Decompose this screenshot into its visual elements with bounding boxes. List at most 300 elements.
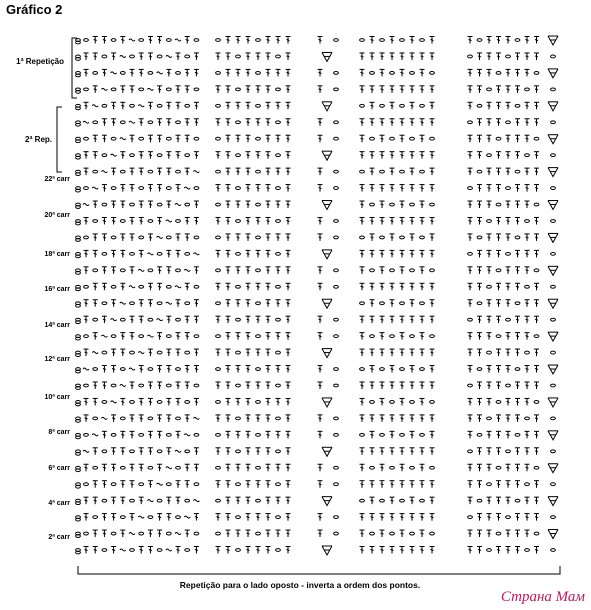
- chain-stitch: [276, 121, 281, 124]
- double-crochet-stitch: [176, 185, 181, 192]
- double-crochet-stitch: [534, 497, 539, 504]
- double-crochet-stitch: [266, 464, 271, 471]
- double-crochet-stitch: [256, 152, 261, 159]
- chain-stitch: [334, 220, 339, 223]
- chain-stitch: [390, 335, 395, 338]
- double-crochet-stitch: [286, 530, 291, 537]
- double-crochet-stitch: [420, 514, 425, 521]
- double-crochet-stitch: [430, 448, 435, 455]
- double-crochet-stitch: [534, 250, 539, 257]
- double-crochet-stitch: [370, 497, 375, 504]
- double-crochet-stitch: [496, 366, 501, 373]
- double-crochet-stitch: [176, 102, 181, 109]
- double-crochet-stitch: [286, 448, 291, 455]
- double-crochet-stitch: [276, 102, 281, 109]
- double-crochet-stitch: [246, 382, 251, 389]
- double-crochet-stitch: [111, 514, 116, 521]
- double-crochet-stitch: [276, 366, 281, 373]
- chain-stitch: [400, 104, 405, 107]
- double-crochet-stitch: [477, 53, 482, 60]
- double-crochet-stitch: [246, 102, 251, 109]
- double-crochet-stitch: [534, 349, 539, 356]
- double-crochet-stitch: [487, 201, 492, 208]
- chain-stitch: [236, 351, 241, 354]
- double-crochet-stitch: [420, 333, 425, 340]
- double-crochet-stitch: [534, 185, 539, 192]
- chain-stitch: [256, 368, 261, 371]
- double-crochet-stitch: [226, 267, 231, 274]
- chain-stitch: [76, 337, 81, 340]
- double-crochet-stitch: [487, 53, 492, 60]
- chain-stitch: [76, 173, 81, 176]
- single-crochet-stitch: [184, 516, 190, 518]
- double-crochet-stitch: [534, 547, 539, 554]
- double-crochet-stitch: [111, 497, 116, 504]
- double-crochet-stitch: [102, 431, 107, 438]
- single-crochet-stitch: [111, 72, 117, 74]
- double-crochet-stitch: [506, 267, 511, 274]
- double-crochet-stitch: [120, 152, 125, 159]
- chain-stitch: [194, 39, 199, 42]
- double-crochet-stitch: [487, 300, 492, 307]
- chain-stitch: [400, 170, 405, 173]
- double-crochet-stitch: [468, 547, 473, 554]
- chain-stitch: [534, 72, 539, 75]
- double-crochet-stitch: [380, 415, 385, 422]
- double-crochet-stitch: [216, 448, 221, 455]
- double-crochet-stitch: [111, 349, 116, 356]
- chain-stitch: [487, 483, 492, 486]
- double-crochet-stitch: [84, 497, 89, 504]
- chain-stitch: [216, 532, 221, 535]
- double-crochet-stitch: [525, 69, 530, 76]
- chain-stitch: [166, 483, 171, 486]
- double-crochet-stitch: [286, 382, 291, 389]
- double-crochet-stitch: [420, 283, 425, 290]
- double-crochet-stitch: [236, 497, 241, 504]
- double-crochet-stitch: [194, 53, 199, 60]
- chain-stitch: [236, 154, 241, 157]
- chain-stitch: [515, 170, 520, 173]
- double-crochet-stitch: [390, 382, 395, 389]
- double-crochet-stitch: [266, 366, 271, 373]
- chain-stitch: [430, 466, 435, 469]
- double-crochet-stitch: [194, 448, 199, 455]
- double-crochet-stitch: [400, 53, 405, 60]
- double-crochet-stitch: [390, 300, 395, 307]
- double-crochet-stitch: [256, 53, 261, 60]
- double-crochet-stitch: [216, 547, 221, 554]
- chain-stitch: [120, 170, 125, 173]
- double-crochet-stitch: [515, 514, 520, 521]
- chain-stitch: [76, 140, 81, 143]
- double-crochet-stitch: [84, 316, 89, 323]
- shell-stitch: [548, 135, 558, 144]
- double-crochet-stitch: [148, 300, 153, 307]
- double-crochet-stitch: [496, 415, 501, 422]
- double-crochet-stitch: [148, 37, 153, 44]
- double-crochet-stitch: [390, 119, 395, 126]
- chain-stitch: [506, 187, 511, 190]
- double-crochet-stitch: [525, 135, 530, 142]
- chain-stitch: [334, 88, 339, 91]
- single-crochet-stitch: [166, 220, 172, 222]
- double-crochet-stitch: [130, 168, 135, 175]
- chain-stitch: [111, 88, 116, 91]
- shell-stitch: [548, 365, 558, 374]
- shell-stitch: [322, 497, 332, 506]
- chain-stitch: [236, 285, 241, 288]
- double-crochet-stitch: [496, 86, 501, 93]
- double-crochet-stitch: [400, 201, 405, 208]
- double-crochet-stitch: [246, 366, 251, 373]
- chain-stitch: [380, 302, 385, 305]
- double-crochet-stitch: [139, 250, 144, 257]
- double-crochet-stitch: [496, 448, 501, 455]
- chain-stitch: [111, 384, 116, 387]
- double-crochet-stitch: [534, 53, 539, 60]
- double-crochet-stitch: [216, 316, 221, 323]
- double-crochet-stitch: [246, 431, 251, 438]
- chain-stitch: [487, 220, 492, 223]
- double-crochet-stitch: [93, 333, 98, 340]
- row-label: 22ª carr: [44, 176, 70, 183]
- chain-stitch: [139, 335, 144, 338]
- double-crochet-stitch: [148, 382, 153, 389]
- double-crochet-stitch: [93, 398, 98, 405]
- double-crochet-stitch: [246, 316, 251, 323]
- single-crochet-stitch: [120, 302, 126, 304]
- chain-stitch: [93, 368, 98, 371]
- chain-stitch: [468, 187, 473, 190]
- double-crochet-stitch: [487, 185, 492, 192]
- double-crochet-stitch: [430, 497, 435, 504]
- chain-stitch: [477, 433, 482, 436]
- double-crochet-stitch: [276, 234, 281, 241]
- double-crochet-stitch: [370, 415, 375, 422]
- double-crochet-stitch: [276, 497, 281, 504]
- double-crochet-stitch: [266, 168, 271, 175]
- double-crochet-stitch: [430, 481, 435, 488]
- double-crochet-stitch: [266, 431, 271, 438]
- shell-stitch: [322, 349, 332, 358]
- chain-stitch: [468, 450, 473, 453]
- chain-stitch: [76, 370, 81, 373]
- double-crochet-stitch: [176, 481, 181, 488]
- double-crochet-stitch: [390, 415, 395, 422]
- chain-stitch: [334, 368, 339, 371]
- chain-stitch: [76, 403, 81, 406]
- chain-stitch: [477, 104, 482, 107]
- chain-stitch: [515, 433, 520, 436]
- double-crochet-stitch: [256, 415, 261, 422]
- chain-stitch: [370, 532, 375, 535]
- chain-stitch: [487, 417, 492, 420]
- double-crochet-stitch: [216, 349, 221, 356]
- double-crochet-stitch: [256, 185, 261, 192]
- chain-stitch: [360, 368, 365, 371]
- double-crochet-stitch: [515, 69, 520, 76]
- double-crochet-stitch: [216, 119, 221, 126]
- chain-stitch: [130, 55, 135, 58]
- double-crochet-stitch: [130, 514, 135, 521]
- double-crochet-stitch: [360, 86, 365, 93]
- double-crochet-stitch: [176, 349, 181, 356]
- double-crochet-stitch: [139, 152, 144, 159]
- chain-stitch: [148, 170, 153, 173]
- double-crochet-stitch: [487, 102, 492, 109]
- double-crochet-stitch: [515, 185, 520, 192]
- double-crochet-stitch: [226, 53, 231, 60]
- double-crochet-stitch: [120, 481, 125, 488]
- double-crochet-stitch: [400, 349, 405, 356]
- double-crochet-stitch: [515, 382, 520, 389]
- double-crochet-stitch: [176, 300, 181, 307]
- double-crochet-stitch: [84, 217, 89, 224]
- double-crochet-stitch: [360, 547, 365, 554]
- double-crochet-stitch: [286, 349, 291, 356]
- chain-stitch: [410, 466, 415, 469]
- chain-stitch: [76, 239, 81, 242]
- double-crochet-stitch: [370, 349, 375, 356]
- chain-stitch: [410, 401, 415, 404]
- chain-stitch: [525, 549, 530, 552]
- double-crochet-stitch: [286, 415, 291, 422]
- double-crochet-stitch: [157, 431, 162, 438]
- chain-stitch: [84, 433, 89, 436]
- double-crochet-stitch: [130, 267, 135, 274]
- double-crochet-stitch: [318, 514, 323, 521]
- chain-stitch: [194, 187, 199, 190]
- chain-stitch: [84, 187, 89, 190]
- double-crochet-stitch: [111, 168, 116, 175]
- single-crochet-stitch: [129, 121, 135, 123]
- double-crochet-stitch: [360, 481, 365, 488]
- double-crochet-stitch: [84, 69, 89, 76]
- double-crochet-stitch: [120, 250, 125, 257]
- double-crochet-stitch: [157, 135, 162, 142]
- double-crochet-stitch: [506, 333, 511, 340]
- double-crochet-stitch: [120, 349, 125, 356]
- double-crochet-stitch: [102, 217, 107, 224]
- shell-stitch: [322, 250, 332, 259]
- double-crochet-stitch: [410, 250, 415, 257]
- double-crochet-stitch: [318, 366, 323, 373]
- chain-stitch: [236, 252, 241, 255]
- double-crochet-stitch: [370, 234, 375, 241]
- double-crochet-stitch: [468, 431, 473, 438]
- chain-stitch: [551, 318, 556, 321]
- chain-stitch: [420, 302, 425, 305]
- double-crochet-stitch: [380, 349, 385, 356]
- double-crochet-stitch: [360, 250, 365, 257]
- chain-stitch: [157, 154, 162, 157]
- chain-stitch: [76, 123, 81, 126]
- chain-stitch: [334, 285, 339, 288]
- double-crochet-stitch: [236, 333, 241, 340]
- chain-stitch: [390, 203, 395, 206]
- double-crochet-stitch: [410, 547, 415, 554]
- chain-stitch: [76, 321, 81, 324]
- double-crochet-stitch: [420, 464, 425, 471]
- double-crochet-stitch: [102, 37, 107, 44]
- double-crochet-stitch: [246, 119, 251, 126]
- double-crochet-stitch: [286, 547, 291, 554]
- shell-stitch: [548, 530, 558, 539]
- double-crochet-stitch: [534, 152, 539, 159]
- chain-stitch: [130, 252, 135, 255]
- single-crochet-stitch: [147, 335, 153, 337]
- double-crochet-stitch: [370, 300, 375, 307]
- double-crochet-stitch: [226, 234, 231, 241]
- chain-stitch: [390, 72, 395, 75]
- double-crochet-stitch: [246, 185, 251, 192]
- double-crochet-stitch: [380, 250, 385, 257]
- chain-stitch: [216, 39, 221, 42]
- double-crochet-stitch: [120, 37, 125, 44]
- double-crochet-stitch: [266, 547, 271, 554]
- double-crochet-stitch: [236, 37, 241, 44]
- double-crochet-stitch: [420, 119, 425, 126]
- chain-stitch: [380, 104, 385, 107]
- chain-stitch: [551, 121, 556, 124]
- double-crochet-stitch: [506, 415, 511, 422]
- double-crochet-stitch: [93, 201, 98, 208]
- double-crochet-stitch: [468, 415, 473, 422]
- chain-stitch: [157, 351, 162, 354]
- double-crochet-stitch: [84, 514, 89, 521]
- chain-stitch: [276, 318, 281, 321]
- double-crochet-stitch: [266, 415, 271, 422]
- chain-stitch: [176, 121, 181, 124]
- double-crochet-stitch: [266, 234, 271, 241]
- double-crochet-stitch: [266, 316, 271, 323]
- chain-stitch: [370, 72, 375, 75]
- double-crochet-stitch: [286, 366, 291, 373]
- chain-stitch: [194, 88, 199, 91]
- double-crochet-stitch: [390, 514, 395, 521]
- double-crochet-stitch: [420, 250, 425, 257]
- double-crochet-stitch: [487, 431, 492, 438]
- double-crochet-stitch: [139, 415, 144, 422]
- double-crochet-stitch: [390, 349, 395, 356]
- chain-stitch: [166, 88, 171, 91]
- double-crochet-stitch: [400, 464, 405, 471]
- double-crochet-stitch: [515, 415, 520, 422]
- double-crochet-stitch: [487, 69, 492, 76]
- double-crochet-stitch: [111, 547, 116, 554]
- double-crochet-stitch: [226, 316, 231, 323]
- double-crochet-stitch: [130, 464, 135, 471]
- chain-stitch: [256, 499, 261, 502]
- double-crochet-stitch: [185, 382, 190, 389]
- chain-stitch: [410, 269, 415, 272]
- double-crochet-stitch: [410, 514, 415, 521]
- chain-stitch: [84, 532, 89, 535]
- chain-stitch: [148, 466, 153, 469]
- double-crochet-stitch: [468, 398, 473, 405]
- chain-stitch: [157, 499, 162, 502]
- double-crochet-stitch: [410, 168, 415, 175]
- double-crochet-stitch: [266, 201, 271, 208]
- footer-bracket: [78, 566, 560, 574]
- double-crochet-stitch: [390, 316, 395, 323]
- chain-stitch: [93, 220, 98, 223]
- double-crochet-stitch: [111, 217, 116, 224]
- double-crochet-stitch: [194, 102, 199, 109]
- chain-stitch: [216, 104, 221, 107]
- chain-stitch: [76, 58, 81, 61]
- single-crochet-stitch: [157, 236, 163, 238]
- chain-stitch: [380, 170, 385, 173]
- double-crochet-stitch: [148, 283, 153, 290]
- chain-stitch: [534, 203, 539, 206]
- double-crochet-stitch: [525, 464, 530, 471]
- chain-stitch: [276, 88, 281, 91]
- chain-stitch: [410, 72, 415, 75]
- single-crochet-stitch: [184, 269, 190, 271]
- double-crochet-stitch: [236, 300, 241, 307]
- chain-stitch: [102, 55, 107, 58]
- double-crochet-stitch: [148, 481, 153, 488]
- double-crochet-stitch: [410, 481, 415, 488]
- shell-stitch: [322, 299, 332, 308]
- double-crochet-stitch: [525, 168, 530, 175]
- double-crochet-stitch: [370, 431, 375, 438]
- chain-stitch: [534, 269, 539, 272]
- double-crochet-stitch: [410, 415, 415, 422]
- double-crochet-stitch: [216, 415, 221, 422]
- double-crochet-stitch: [506, 102, 511, 109]
- double-crochet-stitch: [390, 481, 395, 488]
- double-crochet-stitch: [226, 448, 231, 455]
- double-crochet-stitch: [487, 382, 492, 389]
- double-crochet-stitch: [525, 102, 530, 109]
- double-crochet-stitch: [506, 86, 511, 93]
- chain-stitch: [551, 88, 556, 91]
- double-crochet-stitch: [84, 250, 89, 257]
- double-crochet-stitch: [468, 497, 473, 504]
- double-crochet-stitch: [185, 217, 190, 224]
- double-crochet-stitch: [266, 217, 271, 224]
- double-crochet-stitch: [286, 398, 291, 405]
- double-crochet-stitch: [420, 415, 425, 422]
- chain-stitch: [120, 516, 125, 519]
- double-crochet-stitch: [93, 283, 98, 290]
- chain-stitch: [185, 252, 190, 255]
- chain-stitch: [148, 516, 153, 519]
- double-crochet-stitch: [120, 497, 125, 504]
- shell-stitch: [548, 102, 558, 111]
- double-crochet-stitch: [515, 53, 520, 60]
- double-crochet-stitch: [111, 102, 116, 109]
- double-crochet-stitch: [477, 547, 482, 554]
- chain-stitch: [360, 302, 365, 305]
- chain-stitch: [334, 318, 339, 321]
- double-crochet-stitch: [506, 547, 511, 554]
- single-crochet-stitch: [120, 384, 126, 386]
- double-crochet-stitch: [380, 86, 385, 93]
- chain-stitch: [551, 187, 556, 190]
- double-crochet-stitch: [93, 135, 98, 142]
- double-crochet-stitch: [236, 234, 241, 241]
- double-crochet-stitch: [226, 168, 231, 175]
- double-crochet-stitch: [477, 119, 482, 126]
- double-crochet-stitch: [430, 382, 435, 389]
- double-crochet-stitch: [318, 283, 323, 290]
- double-crochet-stitch: [157, 382, 162, 389]
- chain-stitch: [334, 532, 339, 535]
